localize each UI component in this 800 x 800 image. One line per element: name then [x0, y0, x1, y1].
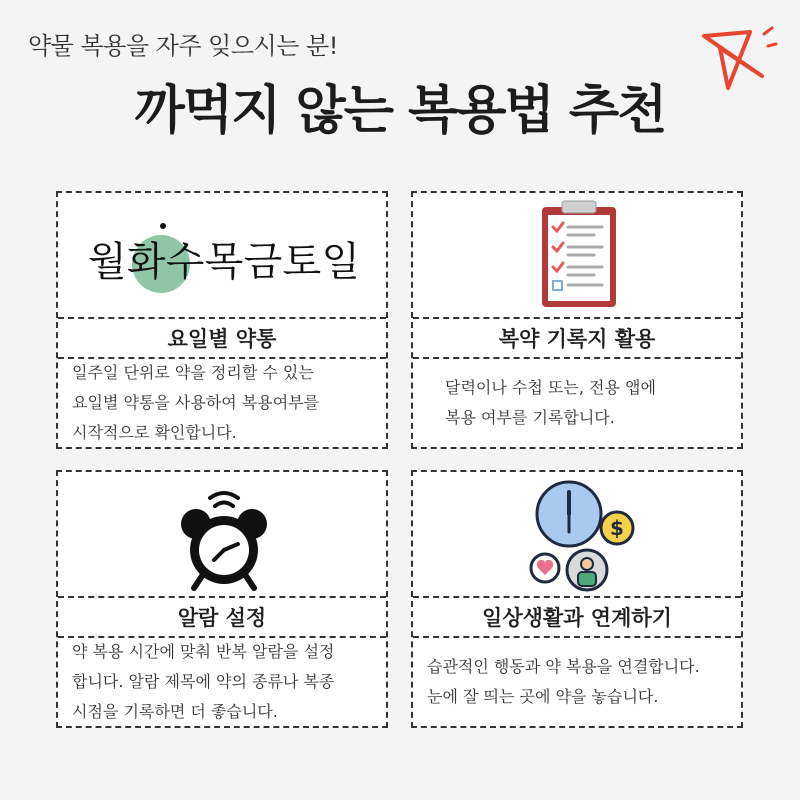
alarm-clock-icon [174, 484, 274, 594]
svg-text:$: $ [610, 516, 624, 540]
person-icon [567, 550, 607, 590]
card-medication-log [411, 191, 743, 449]
card-alarm-setting [56, 470, 388, 728]
page-subtitle: 약물 복용을 자주 잊으시는 분! [28, 32, 338, 60]
coin-icon [601, 512, 633, 544]
card-title: 일상생활과 연계하기 [413, 596, 741, 638]
card-description: 습관적인 행동과 약 복용을 연결합니다. 눈에 잘 띄는 곳에 약을 놓습니다. [427, 657, 700, 706]
card-title: 복약 기록지 활용 [413, 317, 741, 359]
star-icon [690, 14, 778, 102]
day-tue: 화 [126, 238, 166, 285]
card-weekly-pillbox [56, 191, 388, 449]
card-description: 일주일 단위로 약을 정리할 수 있는 요일별 약통을 사용하여 복용여부를 시작적으로 확인합니다. [72, 363, 320, 442]
card-title: 요일별 약통 [58, 317, 386, 359]
day-mon: 월 [88, 238, 127, 285]
card-description: 달력이나 수첩 또는, 전용 앱에 복용 여부를 기록합니다. [445, 378, 656, 427]
page-title: 까먹지 않는 복용법 추천 [134, 81, 666, 141]
routine-icons [519, 476, 639, 594]
weekdays-illustration [58, 193, 386, 317]
day-fri: 금 [243, 238, 283, 285]
clock-icon [537, 482, 601, 546]
clipboard-checklist-icon [534, 197, 624, 313]
card-description: 약 복용 시간에 맞춰 반복 알람을 설정 합니다. 알람 제목에 약의 종류나 복종 시점을 기록하면 더 좋습니다. [72, 642, 335, 721]
day-thu: 목 [204, 238, 244, 285]
card-daily-routine [411, 470, 743, 728]
heart-icon [531, 554, 559, 582]
day-sat: 토 [282, 238, 322, 285]
day-sun: 일 [321, 238, 360, 285]
day-wed: 수 [165, 238, 205, 285]
card-title: 알람 설정 [58, 596, 386, 638]
